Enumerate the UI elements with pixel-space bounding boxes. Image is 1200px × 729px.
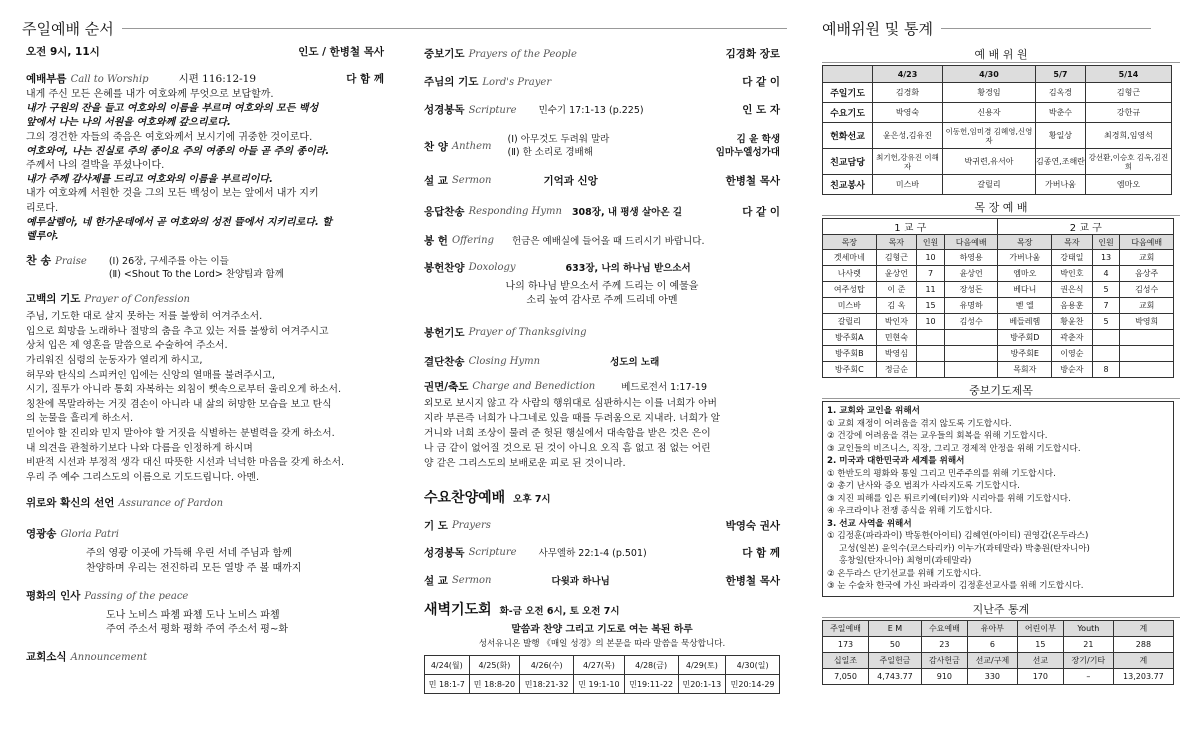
call-to-worship: 예배부름 Call to Worship 시편 116:12-19 다 함 께: [26, 73, 384, 85]
committee-title: 예 배 위 원: [822, 46, 1180, 63]
dawn-sub2: 성서유니온 발행 《매일 성경》의 본문을 따라 말씀을 묵상합니다.: [478, 639, 726, 650]
sermon: 설 교 Sermon 기억과 신앙 한병철 목사: [424, 174, 780, 187]
peace: 평화의 인사 Passing of the peace: [26, 589, 189, 602]
wednesday-header: 수요찬양예배 오후 7시: [424, 490, 551, 507]
dawn-sub1: 말씀과 찬양 그리고 기도로 여는 복된 하루: [511, 624, 693, 636]
dawn-header: 새벽기도회 화-금 오전 6시, 토 오전 7시: [424, 602, 620, 619]
middle-column: [424, 46, 780, 694]
presider: 인도 / 한병철 목사: [298, 46, 384, 58]
announcement: 교회소식 Announcement: [26, 651, 147, 664]
stats-title: 지난주 통계: [822, 601, 1180, 618]
doxology: 봉헌찬양 Doxology 633장, 나의 하나님 받으소서: [424, 261, 691, 274]
confession-text: 주님, 기도한 대로 살지 못하는 저를 불쌍히 여겨주소서. 입으로 희망을 노래하나 절망의 춤을 추고 있는 저를 불쌍히 여겨주시고 상처 입은 제 영혼을 말씀으로 수술하여 주소서. 가리워진 심령의 눈동자가 열리게 하시고, 허무와 탄식의 스피커인 입에는 신앙의 열매를 불려주시고, 시기, 질투가 아니라 통회 자복하는 외침이 뻣속으로부터 울리오게 하소서. 칭찬에 목말라하는 거짓 겸손이 아니라 내 삶의 허망한 모습을 보고 탄식 의 눈물을 흘리게 하소서. 믿어야 할 진리와 믿지 말아야 할 거짓을 식별하는 분별력을 갖게 하소서. 내 의견을 관철하기보다 나와 다름을 인정하게 하시며 비판적 시선과 부정적 생각 대신 따뜻한 시선과 넉넉한 마음을 갖게 하소서. 우리 주 예수 그리스도의 이름으로 기도드립니다. 아멘.: [26, 311, 345, 483]
confession: 고백의 기도 Prayer of Confession: [26, 293, 190, 306]
offering: 봉 헌 Offering 헌금은 예배실에 들어올 때 드리시기 바랍니다.: [424, 234, 705, 247]
peace-text: 도나 노비스 파쳄 파쳄 도나 노비스 파쳄 주여 주소서 평화 평화 주여 주소서 평~화: [106, 609, 289, 635]
right-column: [822, 46, 1180, 685]
prayer-title: 중보기도제목: [822, 382, 1180, 399]
stats-table: 주일예배 E M 수요예배 유아부 어린이부 Youth 계 173 50 23 6 15 21 288 십일조 주일헌금 감사헌금 선교/구제 선교 장기/기타 계 7,050 4,743.77 910 330 170 – 13,203.77: [822, 620, 1174, 685]
right-header: 예배위원 및 통계: [822, 18, 1151, 39]
anthem: 찬 양 Anthem (Ⅰ) 아무것도 두려워 말라 (Ⅱ) 한 소리로 경배해 김 윤 학생 임마누엘성가대: [424, 134, 780, 158]
scripture: 성경봉독 Scripture 민수기 17:1-13 (p.225) 인 도 자: [424, 104, 780, 116]
wed-scripture: 성경봉독 Scripture 사무엘하 22:1-4 (p.501) 다 함 께: [424, 546, 780, 560]
parish-table: 1 교 구 2 교 구 목장 목자 인원 다음예배 목장 목자 인원 다음예배 겟세마네 김형근 10 하영용 가버나움 강태일 13 교회 나사렛 윤상언 7 윤상언 엠마오 박인호 4 음상주 여주성탑 이 준 11 장성돈 베다니 권은식 5 김성수 미스바 김 옥 15 유명하 벧 엘 음용훈 7 교회 갈릴리 박인자 10 김성수 베들레헴 황윤찬 5 박영희 방주회A 민현숙 방주회D 곽춘자 방주회B 박영심 방주회E 이영순 방주회C 정금순 목회자 방순자 8: [822, 218, 1174, 378]
left-header: 주일예배 순서: [22, 18, 787, 39]
service-time: 오전 9시, 11시: [26, 46, 100, 58]
thanksgiving: 봉헌기도 Prayer of Thanksgiving: [424, 326, 587, 339]
benediction: 권면/축도 Charge and Benediction 베드로전서 1:17-19: [424, 380, 708, 394]
psalm-text: 내게 주신 모든 은혜를 내가 여호와께 무엇으로 보답할까. 내가 구원의 잔을 들고 여호와의 이름을 부르며 여호와의 모든 백성 앞에서 나는 나의 서원을 여호와께 갚으리로다. 그의 경건한 자들의 죽음은 여호와께서 보시기에 귀중한 것이로다. 여호와여, 나는 진실로 주의 종이요 주의 여종의 아들 곧 주의 종이라. 주께서 나의 결박을 푸셨나이다. 내가 주께 감사제를 드리고 여호와의 이름을 부르리이다. 내가 여호와께 서원한 것을 그의 모든 백성이 보는 앞에서 내가 지키 리로다. 예루살렘아, 네 한가운데에서 곧 여호와의 성전 뜰에서 지키리로다. 할 렐루야.: [26, 89, 332, 243]
assurance: 위로와 확신의 선언 Assurance of Pardon: [26, 497, 224, 510]
doxology-text: 나의 하나님 받으소서 주께 드리는 이 예물을 소리 높여 감사로 주께 드리네 아멘: [505, 281, 699, 307]
committee-table: 4/23 4/30 5/7 5/14 주일기도 김경화 황경임 김옥경 김형근 수요기도 박영숙 신용자 박춘수 강한규 헌화선교 윤은성,김유진 이동헌,임미경 김혜영,신영자 황일상 최경희,임영석 친교담당 최기헌,강유진 이해자 박귀련,유서아 김종연,조해란 강선환,이승호 김옥,김진희 친교봉사 미스바 갈릴리 가버나움 엠마오: [822, 65, 1172, 195]
service-time-row: [26, 44, 384, 59]
wed-sermon: 설 교 Sermon 다윗과 하나님 한병철 목사: [424, 574, 780, 588]
prayers-of-people: 중보기도 Prayers of the People 김경화 장로: [424, 48, 780, 60]
lords-prayer: 주님의 기도 Lord's Prayer 다 같 이: [424, 76, 780, 88]
prayer-box: 1. 교회와 교인을 위해서 ① 교회 재정이 어려움을 겪지 않도록 기도합시다. ② 건강에 어려움을 겪는 교우들의 회복을 위해 기도합시다. ③ 교인들의 비즈니스, 직장, 그리고 경제적 안정을 위해 기도합시다. 2. 미국과 대한민국과 세계를 위해서 ① 한반도의 평화와 통일 그리고 민주주의를 위해 기도합시다. ② 총기 난사와 증오 범죄가 사라지도록 기도합시다. ③ 지진 피해를 입은 튀르키예(터키)와 시리아를 위해 기도합시다. ④ 우크라이나 전쟁 종식을 위해 기도합시다. 3. 선교 사역을 위해서 ① 김정훈(파라과이) 박동한(아이티) 김혜연(아이티) 권영갑(온두라스) 고성(일본) 윤익수(코스타리카) 이누가(과테말라) 박충원(탄자니아) 홍창일(탄자니아) 최형미(과테말라) ② 온두라스 단기선교를 위해 기도합시다. ③ 눈 수술차 한국에 가신 파라과이 김정훈선교사를 위해 기도합시다.: [822, 401, 1174, 597]
praise: 찬 송 Praise (Ⅰ) 26장, 구세주를 아는 이들 (Ⅱ) <Shout To the Lord> 찬양팀과 함께: [26, 254, 284, 281]
gloria-text: 주의 영광 이곳에 가득해 우린 서네 주님과 함께 찬양하며 우리는 전진하리 모든 열방 주 볼 때까지: [86, 548, 302, 574]
gloria: 영광송 Gloria Patri: [26, 528, 120, 541]
parish-title: 목 장 예 배: [822, 199, 1180, 216]
dawn-table: 4/24(월) 4/25(화) 4/26(수) 4/27(목) 4/28(금) 4/29(토) 4/30(일) 민 18:1-7 민 18:8-20 민18:21-32 민 19:1-10 민19:11-22 민20:1-13 민20:14-29: [424, 655, 780, 694]
wed-prayer: 기 도 Prayers 박영숙 권사: [424, 519, 780, 532]
responding-hymn: 응답찬송 Responding Hymn 308장, 내 평생 살아온 길 다 같 이: [424, 205, 780, 218]
closing-hymn: 결단찬송 Closing Hymn 성도의 노래: [424, 355, 660, 369]
left-column: [26, 44, 384, 664]
benediction-text: 외모로 보시지 않고 각 사람의 행위대로 심판하시는 이를 너희가 아버 지라 부른즉 너희가 나그네로 있을 때를 두려움으로 지내라. 너희가 알 거니와 너희 조상이 물려 준 헛된 행실에서 대속함을 받은 것은 은이 나 금 같이 없어질 것으로 된 것이 아니요 오직 흠 없고 점 없는 어린 양 같은 그리스도의 보배로운 피로 된 것이니라.: [424, 398, 721, 470]
